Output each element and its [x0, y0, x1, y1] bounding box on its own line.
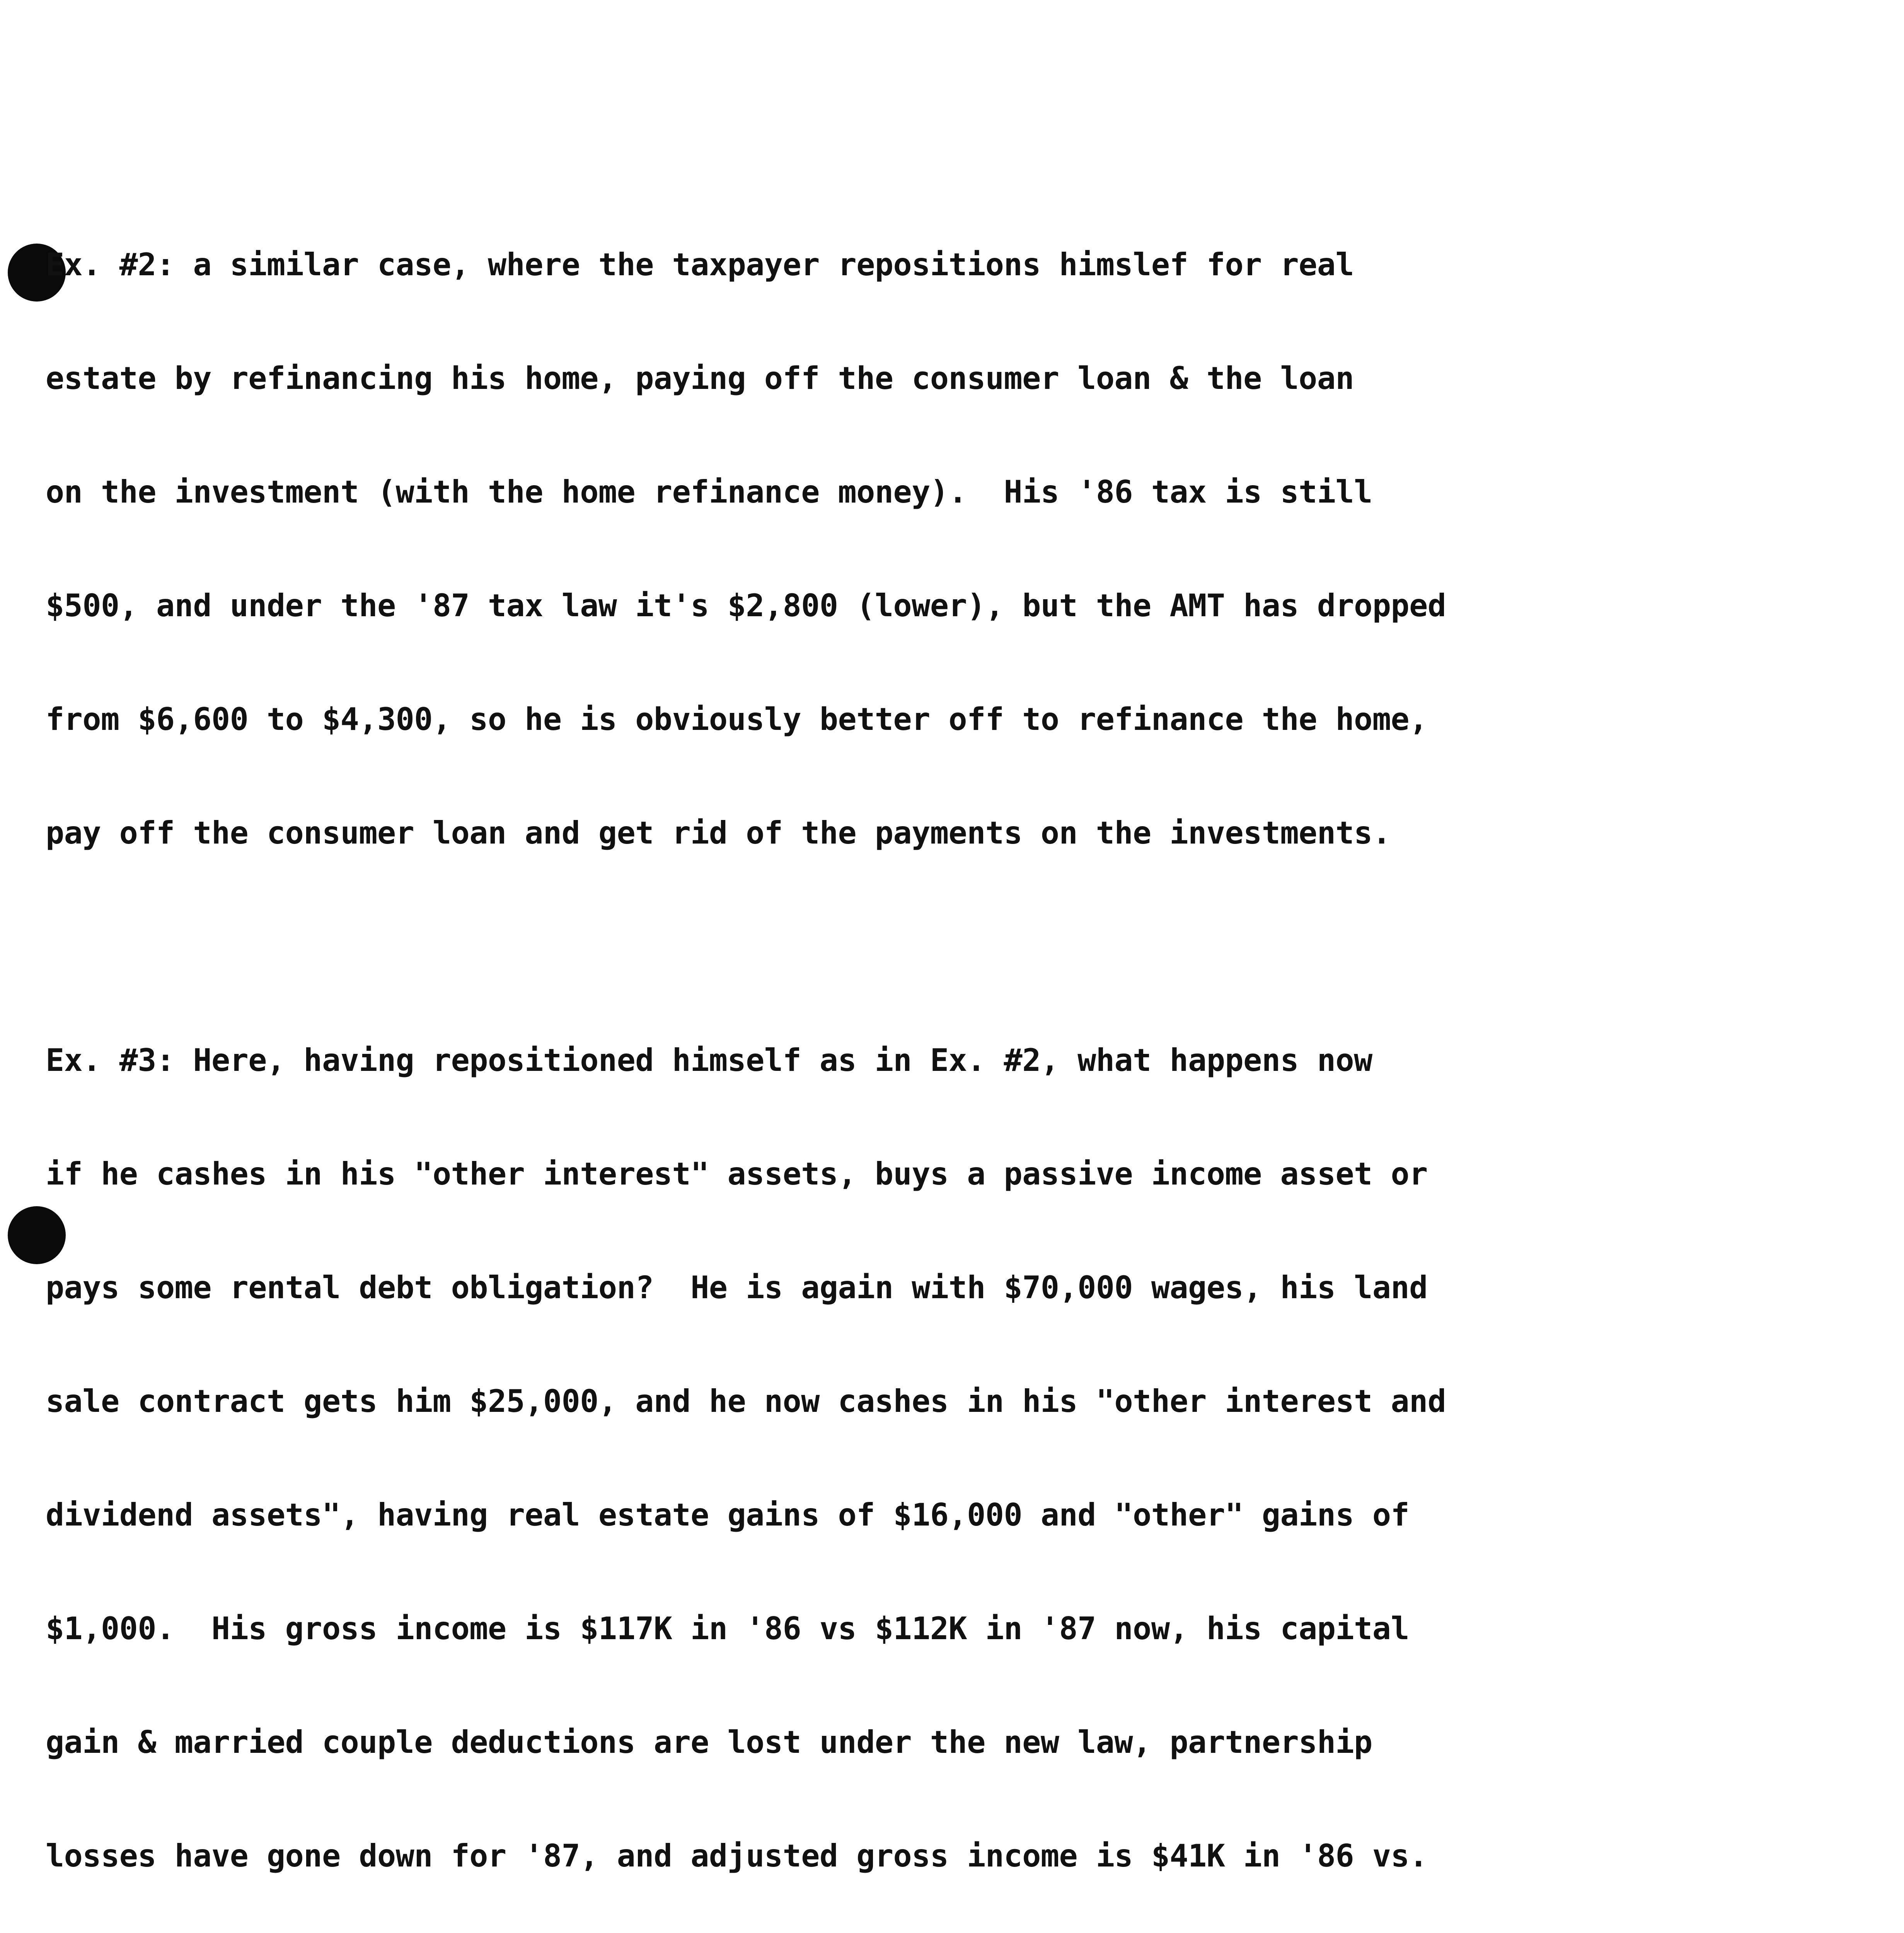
text-line: gain & married couple deductions are lost under the new law, partnership — [46, 1724, 1372, 1760]
text-line: dividend assets", having real estate gains of $16,000 and "other" gains of — [46, 1497, 1410, 1533]
text-line: pay off the consumer loan and get rid of the payments on the investments. — [46, 815, 1391, 851]
text-line: on the investment (with the home refinance money). His '86 tax is still — [46, 474, 1372, 510]
text-line: from $6,600 to $4,300, so he is obviously better off to refinance the home, — [46, 701, 1428, 737]
text-line: Ex. #2: a similar case, where the taxpayer repositions himslef for real — [46, 247, 1354, 283]
text-line: $1,000. His gross income is $117K in '86 vs $112K in '87 now, his capital — [46, 1611, 1410, 1647]
text-line: Ex. #3: Here, having repositioned himself as in Ex. #2, what happens now — [46, 1042, 1372, 1078]
text-line: sale contract gets him $25,000, and he now cashes in his "other interest and — [46, 1383, 1446, 1419]
document-body — [46, 170, 1894, 1933]
text-line: estate by refinancing his home, paying off the consumer loan & the loan — [46, 360, 1354, 396]
text-line: pays some rental debt obligation? He is again with $70,000 wages, his land — [46, 1270, 1428, 1306]
paragraph-example-2 — [46, 170, 1894, 928]
text-line: $500, and under the '87 tax law it's $2,800 (lower), but the AMT has dropped — [46, 588, 1446, 624]
text-line: losses have gone down for '87, and adjusted gross income is $41K in '86 vs. — [46, 1838, 1428, 1874]
paragraph-example-3 — [46, 966, 1894, 1933]
text-line: if he cashes in his "other interest" assets, buys a passive income asset or — [46, 1156, 1428, 1192]
